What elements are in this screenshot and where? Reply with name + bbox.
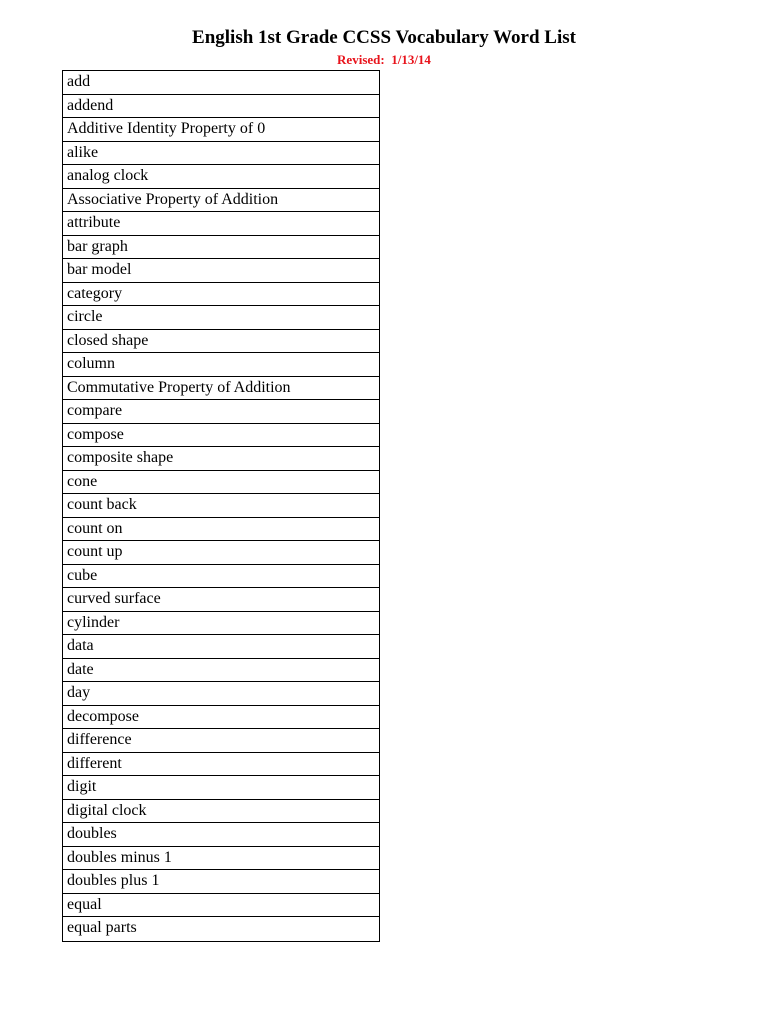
table-row: doubles plus 1 [63,870,379,894]
table-row: compose [63,424,379,448]
table-row: alike [63,142,379,166]
table-row: Associative Property of Addition [63,189,379,213]
table-row: composite shape [63,447,379,471]
table-row: count back [63,494,379,518]
revised-date: Revised: 1/13/14 [337,52,431,67]
table-row: count on [63,518,379,542]
table-row: data [63,635,379,659]
table-row: circle [63,306,379,330]
table-row: cone [63,471,379,495]
table-row: category [63,283,379,307]
table-row: curved surface [63,588,379,612]
page-title: English 1st Grade CCSS Vocabulary Word List [192,27,576,48]
table-row: bar graph [63,236,379,260]
table-row: attribute [63,212,379,236]
table-row: cylinder [63,612,379,636]
vocabulary-table [62,70,380,942]
table-row: doubles minus 1 [63,847,379,871]
table-row: day [63,682,379,706]
table-row: closed shape [63,330,379,354]
table-row: equal parts [67,919,137,936]
table-row: column [63,353,379,377]
table-row: difference [63,729,379,753]
table-row: addend [63,95,379,119]
table-row: different [63,753,379,777]
table-row: digital clock [63,800,379,824]
table-row: equal [63,894,379,918]
table-row: cube [63,565,379,589]
table-row: count up [63,541,379,565]
table-row: decompose [63,706,379,730]
table-row: digit [63,776,379,800]
table-row: bar model [63,259,379,283]
table-row: date [63,659,379,683]
table-row: compare [63,400,379,424]
table-row: Commutative Property of Addition [63,377,379,401]
table-row: analog clock [63,165,379,189]
table-row: add [63,71,379,95]
table-row: doubles [63,823,379,847]
table-row: Additive Identity Property of 0 [63,118,379,142]
